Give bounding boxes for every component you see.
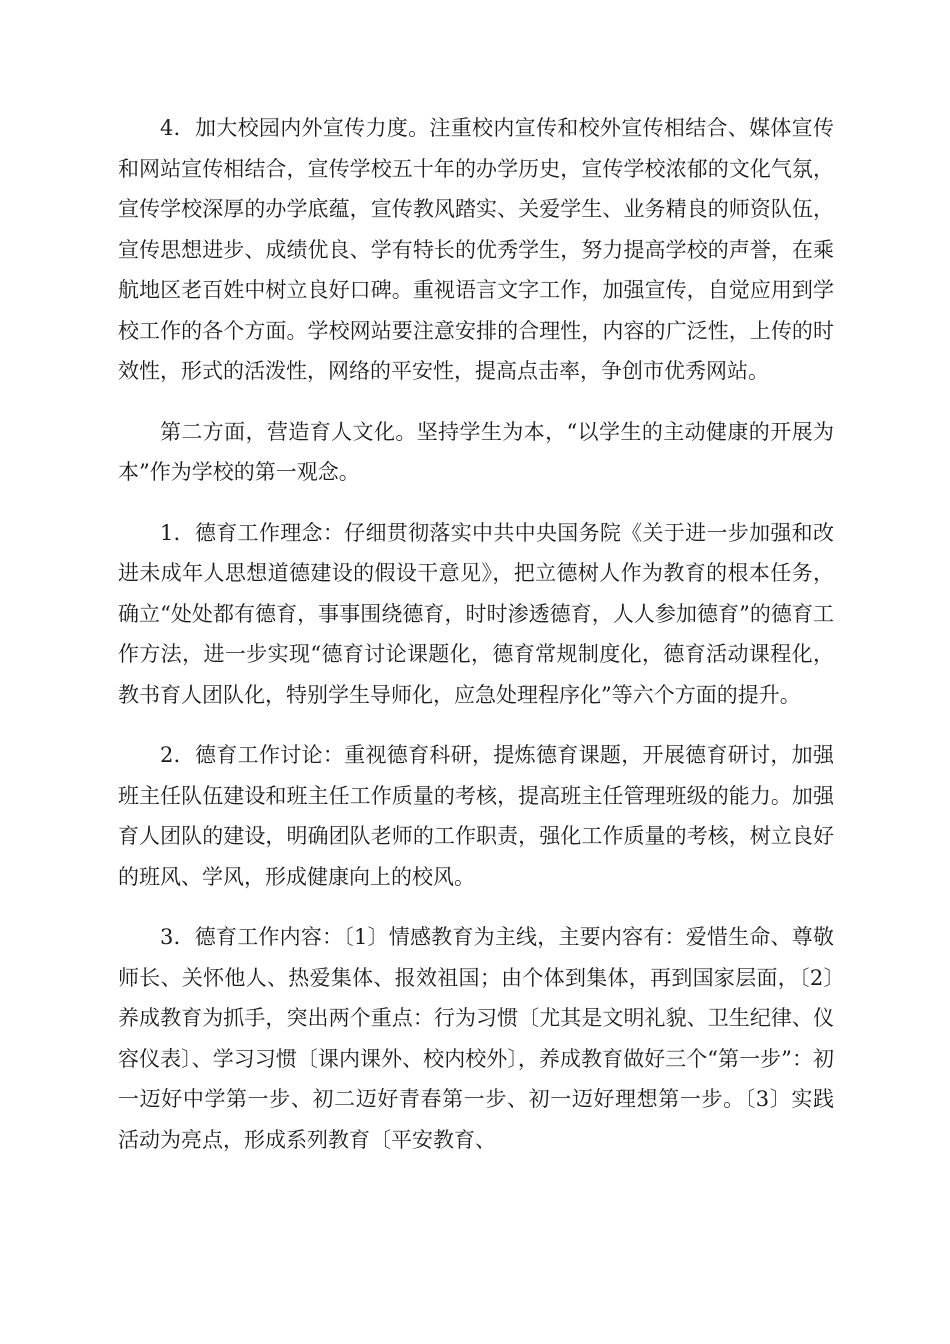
paragraph-moral-education-discussion: 2．德育工作讨论：重视德育科研，提炼德育课题，开展德育研讨，加强班主任队伍建设和班主任工作质量的考核，提高班主任管理班级的能力。加强育人团队的建设，明确团队老师的工作职责，强化工作质量的考核，树立良好的班风、学风，形成健康向上的校风。: [118, 743, 834, 889]
paragraph-publicity: 4．加大校园内外宣传力度。注重校内宣传和校外宣传相结合、媒体宣传和网站宣传相结合，宣传学校五十年的办学历史，宣传学校浓郁的文化气氛，宣传学校深厚的办学底蕴，宣传教风踏实、关爱学生、业务精良的师资队伍，宣传思想进步、成绩优良、学有特长的优秀学生，努力提高学校的声誉，在乘航地区老百姓中树立良好口碑。重视语言文字工作，加强宣传，自觉应用到学校工作的各个方面。学校网站要注意安排的合理性，内容的广泛性，上传的时效性，形式的活泼性，网络的平安性，提高点击率，争创市优秀网站。: [118, 116, 834, 383]
paragraph-moral-education-content: 3．德育工作内容：〔1〕情感教育为主线，主要内容有：爱惜生命、尊敬师长、关怀他人、热爱集体、报效祖国；由个体到集体，再到国家层面，〔2〕养成教育为抓手，突出两个重点：行为习惯〔尤其是文明礼貌、卫生纪律、仪容仪表〕、学习习惯〔课内课外、校内校外〕，养成教育做好三个“第一步”：初一迈好中学第一步、初二迈好青春第一步、初一迈好理想第一步。〔3〕实践活动为亮点，形成系列教育〔平安教育、: [118, 925, 834, 1152]
document-page: [118, 108, 834, 1180]
paragraph-moral-education-concept: 1．德育工作理念：仔细贯彻落实中共中央国务院《关于进一步加强和改进未成年人思想道德建设的假设干意见》，把立德树人作为教育的根本任务，确立“处处都有德育，事事围绕德育，时时渗透德育，人人参加德育”的德育工作方法，进一步实现“德育讨论课题化，德育常规制度化，德育活动课程化，教书育人团队化，特别学生导师化，应急处理程序化”等六个方面的提升。: [118, 520, 834, 707]
paragraph-educational-culture: 第二方面，营造育人文化。坚持学生为本，“以学生的主动健康的开展为本”作为学校的第一观念。: [118, 419, 834, 484]
